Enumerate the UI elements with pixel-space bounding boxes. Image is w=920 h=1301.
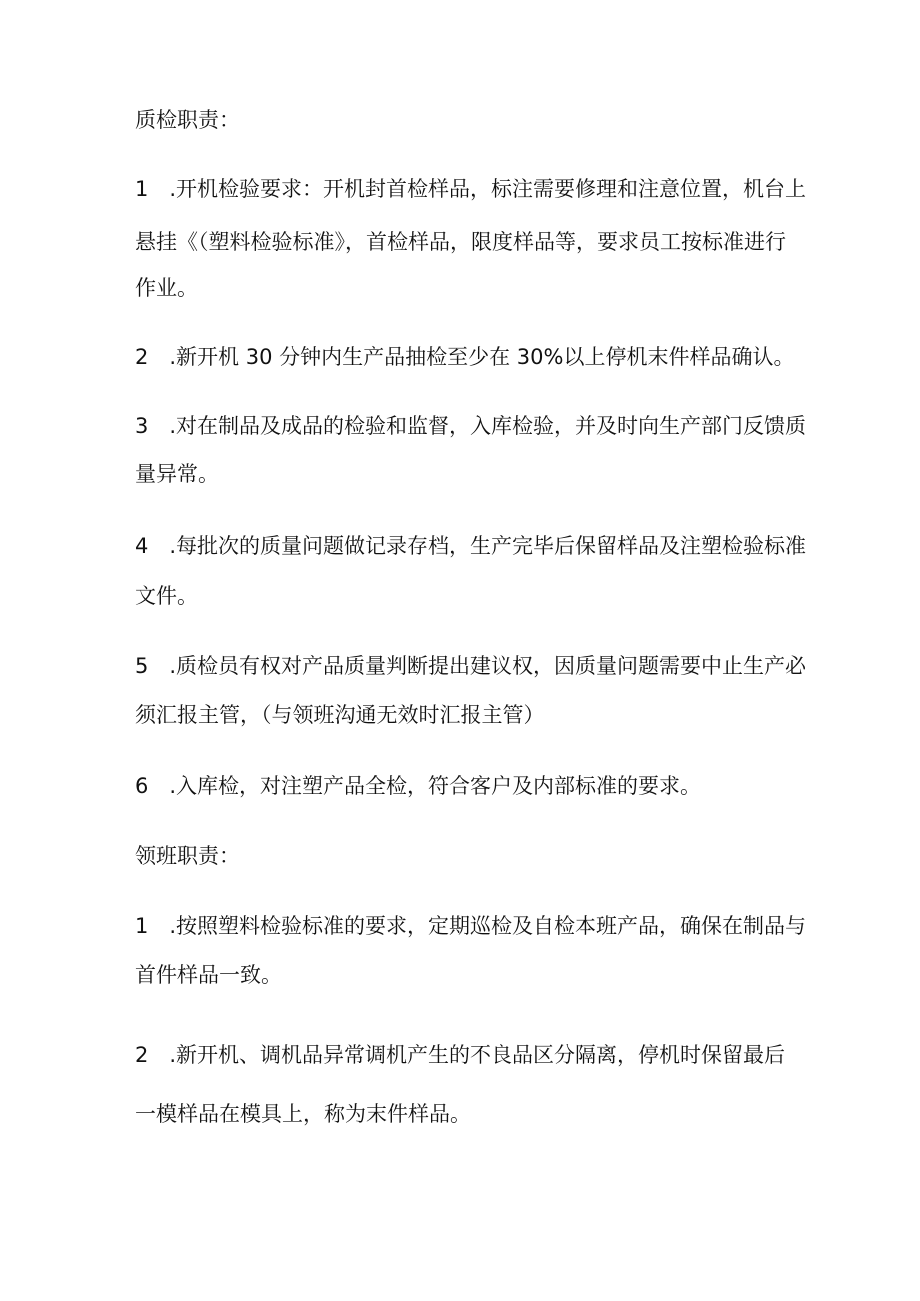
section-heading-leader: 领班职责： [135,844,240,868]
quality-item-1-line-3: 作业。 [135,276,198,300]
leader-item-2-line-1: 2 .新开机、调机品异常调机产生的不良品区分隔离，停机时保留最后 [135,1043,786,1067]
quality-item-2-line-1: 2 .新开机 30 分钟内生产品抽检至少在 30%以上停机末件样品确认。 [135,345,795,369]
quality-item-5-line-1: 5 .质检员有权对产品质量判断提出建议权，因质量问题需要中止生产必 [135,654,807,678]
section-heading-quality: 质检职责： [135,108,240,132]
quality-item-3-line-1: 3 .对在制品及成品的检验和监督，入库检验，并及时向生产部门反馈质 [135,414,807,438]
leader-item-1-line-2: 首件样品一致。 [135,963,282,987]
leader-item-1-line-1: 1 .按照塑料检验标准的要求，定期巡检及自检本班产品，确保在制品与 [135,914,807,938]
quality-item-1-line-1: 1 .开机检验要求：开机封首检样品，标注需要修理和注意位置，机台上 [135,177,807,201]
quality-item-3-line-2: 量异常。 [135,462,219,486]
quality-item-6-line-1: 6 .入库检，对注塑产品全检，符合客户及内部标准的要求。 [135,774,702,798]
quality-item-5-line-2: 须汇报主管，（与领班沟通无效时汇报主管） [135,703,545,727]
quality-item-4-line-2: 文件。 [135,584,198,608]
leader-item-2-line-2: 一模样品在模具上，称为末件样品。 [135,1102,471,1126]
quality-item-4-line-1: 4 .每批次的质量问题做记录存档，生产完毕后保留样品及注塑检验标准 [135,534,807,558]
quality-item-1-line-2: 悬挂《（塑料检验标准》，首检样品，限度样品等，要求员工按标准进行 [135,230,786,254]
